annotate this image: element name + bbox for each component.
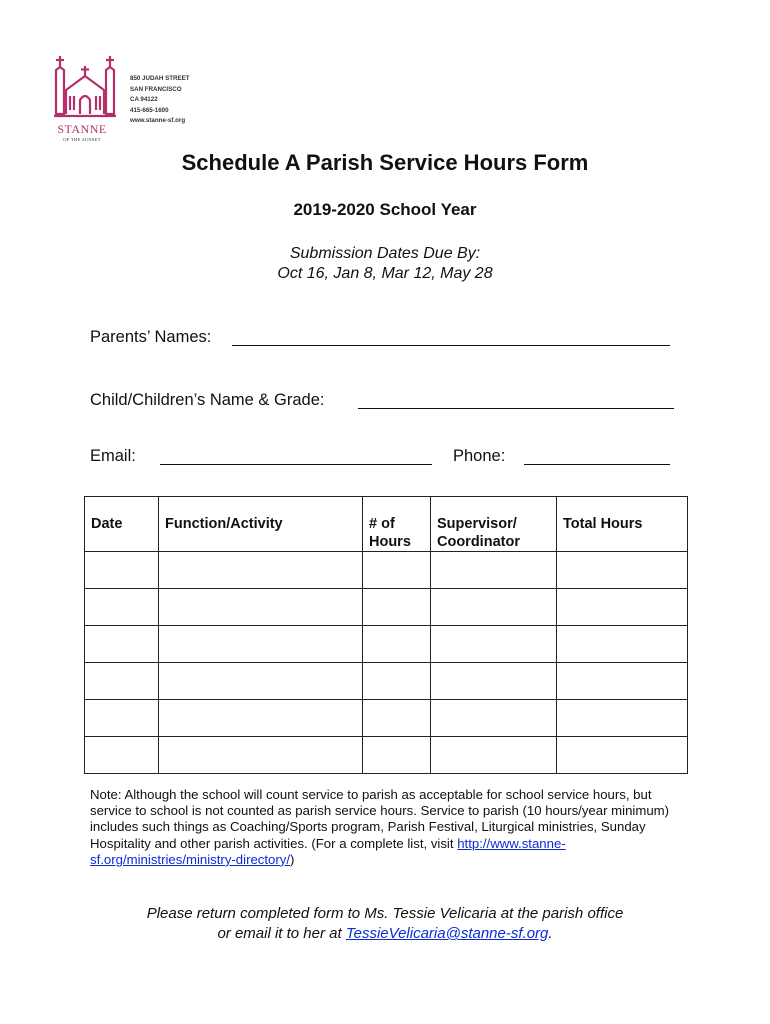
address-line: 850 JUDAH STREET <box>130 75 190 82</box>
phone-field[interactable] <box>524 464 670 465</box>
table-cell[interactable] <box>85 626 159 663</box>
column-header-activity: Function/Activity <box>159 497 363 552</box>
service-hours-table <box>84 496 688 774</box>
email-instructions-prefix: or email it to her at <box>217 925 346 942</box>
table-cell[interactable] <box>431 663 557 700</box>
school-year: 2019-2020 School Year <box>293 200 477 219</box>
children-names-label: Child/Children’s Name & Grade: <box>90 391 325 409</box>
email-field[interactable] <box>160 464 432 465</box>
table-row <box>85 737 688 774</box>
table-cell[interactable] <box>431 552 557 589</box>
email-instructions-suffix: . <box>548 925 553 942</box>
note-text: Note: Although the school will count service to parish as acceptable for school service hours, but service to school is not counted as parish service hours. Service to parish (10 hours/year minimum) includes such things as Coaching/Sports program, Parish Festival, Liturgical ministries, Sunday Hospitality and other parish activities. (For a complete list, visit <box>90 787 670 851</box>
table-cell[interactable] <box>431 700 557 737</box>
ministry-directory-link[interactable]: http://www.stanne-sf.org/ministries/ministry-directory/ <box>90 835 566 867</box>
table-cell[interactable] <box>85 589 159 626</box>
parents-names-field[interactable] <box>232 345 670 346</box>
logo-subtitle: OF THE SUNSET <box>63 137 101 142</box>
logo-name: STANNE <box>57 122 107 136</box>
table-row <box>85 552 688 589</box>
table-cell[interactable] <box>159 663 363 700</box>
table-cell[interactable] <box>557 589 688 626</box>
table-cell[interactable] <box>363 700 431 737</box>
table-cell[interactable] <box>159 589 363 626</box>
address-line: CA 94122 <box>130 96 158 104</box>
table-cell[interactable] <box>431 737 557 774</box>
table-cell[interactable] <box>363 737 431 774</box>
table-cell[interactable] <box>557 552 688 589</box>
service-note <box>90 787 680 868</box>
table-cell[interactable] <box>159 552 363 589</box>
address-line: 415-665-1600 <box>130 106 169 114</box>
table-row <box>85 700 688 737</box>
table-cell[interactable] <box>431 626 557 663</box>
phone-label: Phone: <box>453 447 506 465</box>
column-header-total: Total Hours <box>557 497 688 552</box>
table-row <box>85 626 688 663</box>
contact-email-link[interactable]: TessieVelicaria@stanne-sf.org <box>345 925 549 942</box>
table-cell[interactable] <box>363 626 431 663</box>
table-cell[interactable] <box>85 663 159 700</box>
table-cell[interactable] <box>159 737 363 774</box>
table-cell[interactable] <box>363 663 431 700</box>
table-cell[interactable] <box>557 700 688 737</box>
note-suffix: ) <box>290 851 295 867</box>
table-cell[interactable] <box>431 589 557 626</box>
table-row <box>85 663 688 700</box>
return-instructions: Please return completed form to Ms. Tessie Velicaria at the parish office <box>146 905 624 922</box>
table-cell[interactable] <box>159 700 363 737</box>
column-header-date: Date <box>85 497 159 552</box>
table-cell[interactable] <box>85 737 159 774</box>
address-line: www.stanne-sf.org <box>130 117 186 125</box>
table-cell[interactable] <box>85 700 159 737</box>
column-header-supervisor: Supervisor/ Coordinator <box>431 497 557 552</box>
email-label: Email: <box>90 447 136 465</box>
table-cell[interactable] <box>159 626 363 663</box>
table-cell[interactable] <box>363 552 431 589</box>
form-title: Schedule A Parish Service Hours Form <box>181 150 589 175</box>
table-cell[interactable] <box>557 626 688 663</box>
parents-names-label: Parents’ Names: <box>90 328 212 346</box>
parish-address <box>130 74 190 127</box>
due-dates-heading: Submission Dates Due By: <box>289 245 481 262</box>
table-cell[interactable] <box>85 552 159 589</box>
table-row <box>85 589 688 626</box>
children-names-field[interactable] <box>358 408 674 409</box>
email-instructions <box>0 925 770 942</box>
column-header-hours: # of Hours <box>363 497 431 552</box>
address-line: SAN FRANCISCO <box>130 85 182 93</box>
table-cell[interactable] <box>557 663 688 700</box>
table-cell[interactable] <box>557 737 688 774</box>
table-cell[interactable] <box>363 589 431 626</box>
table-header-row <box>85 497 688 552</box>
due-dates: Oct 16, Jan 8, Mar 12, May 28 <box>277 265 493 282</box>
